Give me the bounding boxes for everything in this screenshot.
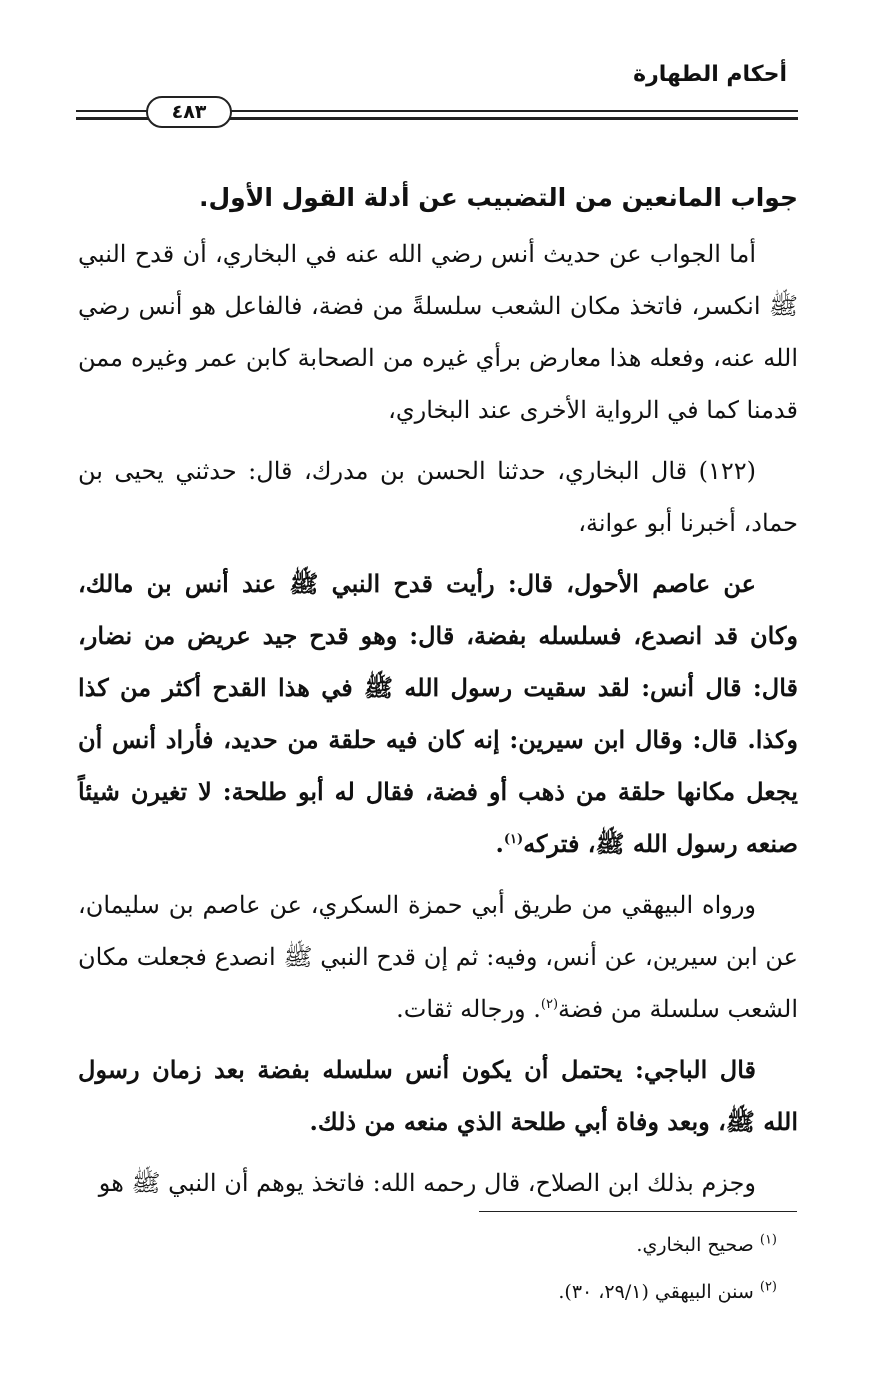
header-rule [76,96,798,126]
footnote-1-text: صحيح البخاري. [636,1234,754,1256]
page-number: ٤٨٣ [146,96,232,128]
footnotes [357,1222,777,1316]
paragraph-hadith [78,558,798,870]
main-text [78,172,798,1218]
section-heading: جواب المانعين من التضبيب عن أدلة القول الأول. [198,183,798,212]
paragraph-baji [78,1044,798,1148]
footnote-1-marker: (١) [759,1232,777,1248]
hadith-end: . [495,829,504,858]
footnote-2 [357,1269,777,1316]
hadith-text: عن عاصم الأحول، قال: رأيت قدح النبي ﷺ عند أنس بن مالك، وكان قد انصدع، فسلسله بفضة، قال: وهو قدح جيد عريض من نضار، قال: قال أنس: لقد سقيت رسول الله ﷺ في هذا القدح أكثر من كذا وكذا. قال: وقال ابن سيرين: إنه كان فيه حلقة من حديد، فأراد أنس أن يجعل مكانها حلقة من ذهب أو فضة، فقال له أبو طلحة: لا تغيرن شيئاً صنعه رسول الله ﷺ، فتركه [78,569,798,858]
footnote-separator [479,1211,797,1212]
paragraph-isnad: (١٢٢) قال البخاري، حدثنا الحسن بن مدرك، قال: حدثني يحيى بن حماد، أخبرنا أبو عوانة، [78,457,798,537]
bayhaqi-tail: . ورجاله ثقات. [396,995,541,1023]
paragraph-answer: أما الجواب عن حديث أنس رضي الله عنه في البخاري، أن قدح النبي ﷺ انكسر، فاتخذ مكان الشعب سلسلةً من فضة، فالفاعل هو أنس رضي الله عنه، وفعله هذا معارض برأي غيره من الصحابة كابن عمر وغيره ممن قدمنا كما في الرواية الأخرى عند البخاري، [78,240,798,424]
baji-text: قال الباجي: يحتمل أن يكون أنس سلسله بفضة بعد زمان رسول الله ﷺ، وبعد وفاة أبي طلحة الذي منعه من ذلك. [78,1055,798,1136]
running-title: أحكام الطهارة [633,62,787,87]
paragraph-ibn-salah: وجزم بذلك ابن الصلاح، قال رحمه الله: فاتخذ يوهم أن النبي ﷺ هو [98,1169,756,1197]
footnote-2-marker: (٢) [759,1279,777,1295]
footnote-1 [357,1222,777,1269]
footnote-ref-1: (١) [503,832,524,847]
bayhaqi-text: ورواه البيهقي من طريق أبي حمزة السكري، عن عاصم بن سليمان، عن ابن سيرين، عن أنس، وفيه: ثم إن قدح النبي ﷺ انصدع فجعلت مكان الشعب سلسلة من فضة [78,891,799,1023]
footnote-ref-2: (٢) [540,997,559,1012]
paragraph-bayhaqi [78,879,798,1035]
footnote-2-text: سنن البيهقي (٢٩/١، ٣٠). [558,1281,754,1303]
